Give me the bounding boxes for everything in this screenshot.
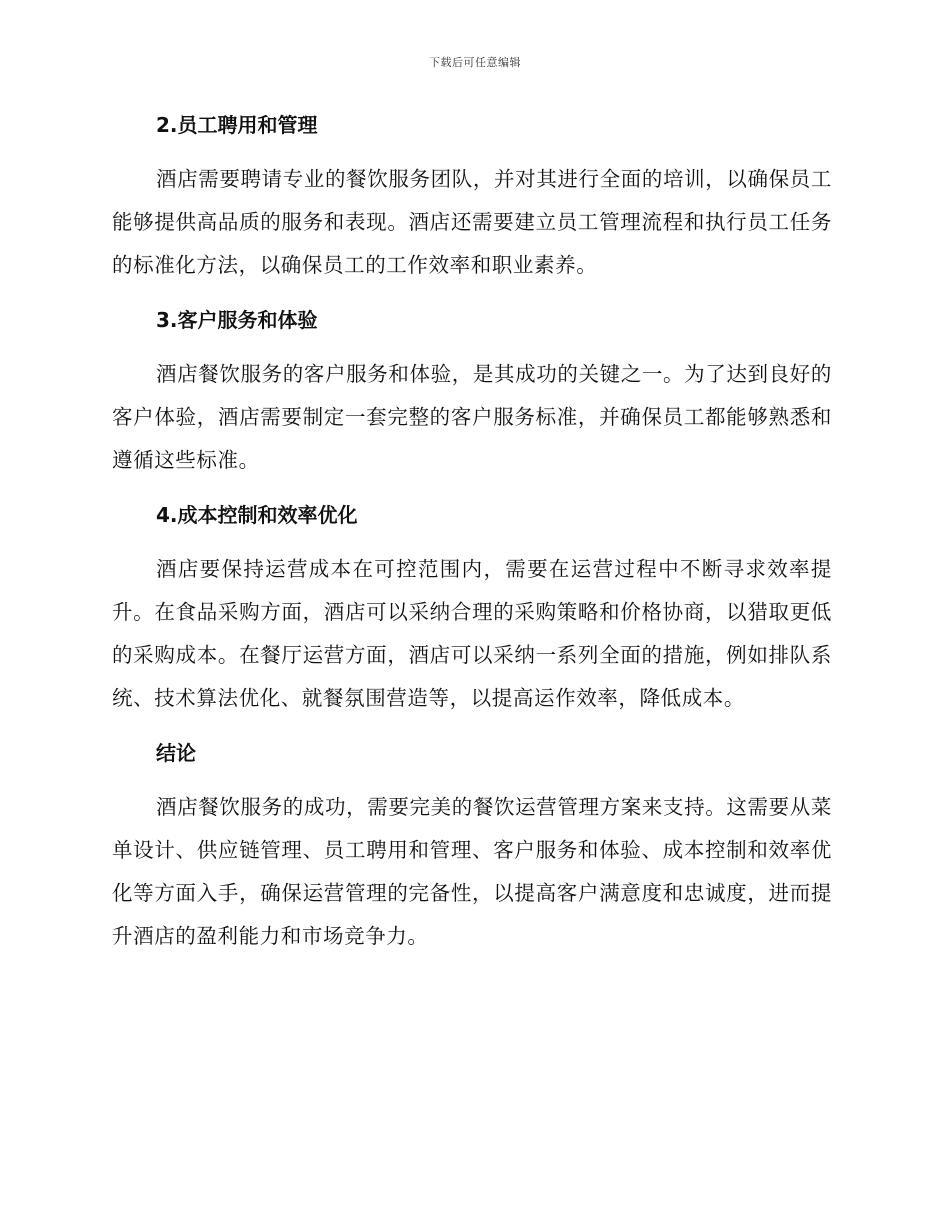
section-paragraph: 酒店餐饮服务的客户服务和体验，是其成功的关键之一。为了达到良好的客户体验，酒店需要制定一套完整的客户服务标准，并确保员工都能够熟悉和遵循这些标准。 (112, 362, 832, 472)
section-staff-hiring (112, 110, 832, 287)
section-conclusion (112, 738, 832, 958)
page-header-note: 下载后可任意编辑 (429, 56, 521, 69)
section-customer-service (112, 305, 832, 482)
section-paragraph: 酒店餐饮服务的成功，需要完美的餐饮运营管理方案来支持。这需要从菜单设计、供应链管理、员工聘用和管理、客户服务和体验、成本控制和效率优化等方面入手，确保运营管理的完备性，以提高客户满意度和忠诚度，进而提升酒店的盈利能力和市场竞争力。 (112, 795, 832, 948)
document-body (112, 110, 832, 976)
section-paragraph: 酒店需要聘请专业的餐饮服务团队，并对其进行全面的培训，以确保员工能够提供高品质的服务和表现。酒店还需要建立员工管理流程和执行员工任务的标准化方法，以确保员工的工作效率和职业素养。 (112, 167, 832, 277)
section-cost-control (112, 500, 832, 720)
section-heading: 2.员工聘用和管理 (156, 113, 318, 137)
section-heading: 3.客户服务和体验 (156, 308, 318, 332)
section-heading: 结论 (156, 741, 196, 765)
section-heading: 4.成本控制和效率优化 (156, 503, 358, 527)
section-paragraph: 酒店要保持运营成本在可控范围内，需要在运营过程中不断寻求效率提升。在食品采购方面，酒店可以采纳合理的采购策略和价格协商，以猎取更低的采购成本。在餐厅运营方面，酒店可以采纳一系列全面的措施，例如排队系统、技术算法优化、就餐氛围营造等，以提高运作效率，降低成本。 (112, 557, 832, 710)
